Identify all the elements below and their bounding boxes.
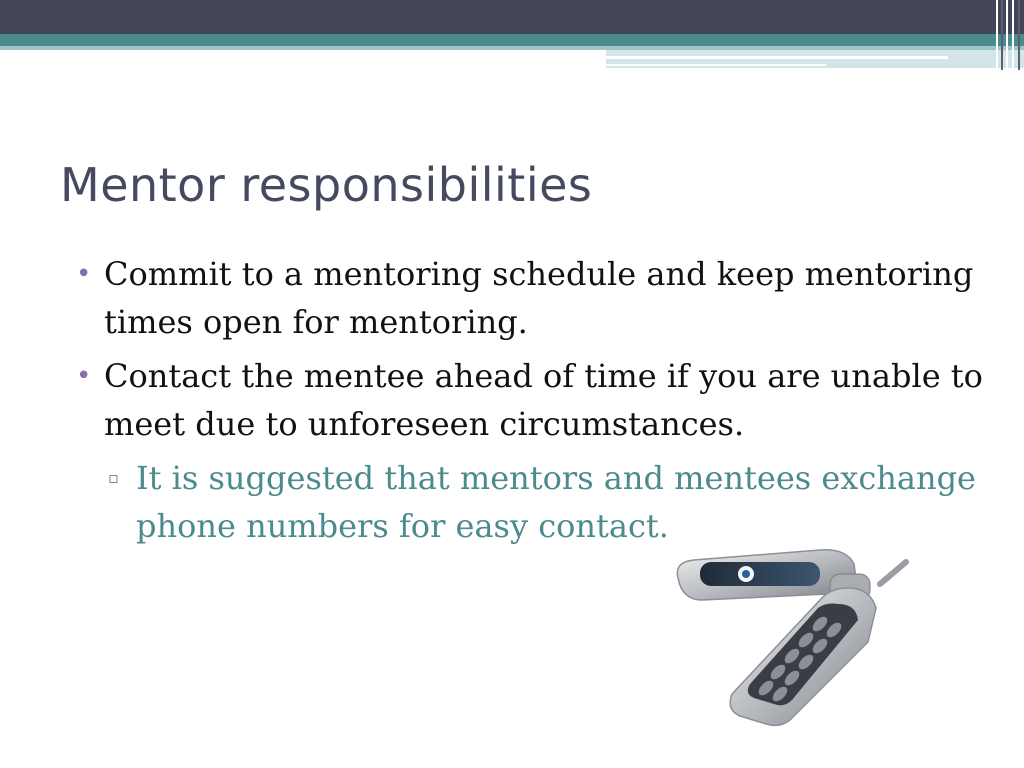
header-divider	[1012, 0, 1014, 70]
header-dark-band	[0, 0, 1024, 34]
bullet-marker: •	[76, 259, 92, 289]
header-teal-band	[0, 34, 1024, 46]
bullet-marker: •	[76, 361, 92, 391]
bullet-item	[72, 352, 1002, 448]
sub-bullet-item	[104, 454, 1002, 550]
slide-title: Mentor responsibilities	[60, 158, 593, 212]
flip-phone-icon	[670, 548, 920, 728]
header-divider	[996, 0, 998, 70]
header-accent-line	[606, 56, 948, 59]
sub-bullet-text: It is suggested that mentors and mentees exchange phone numbers for easy contact.	[136, 459, 976, 545]
header-accent-line	[606, 64, 826, 66]
header-divider	[1006, 0, 1008, 70]
sub-bullet-marker: ▫	[108, 468, 119, 487]
bullet-text: Commit to a mentoring schedule and keep mentoring times open for mentoring.	[104, 255, 974, 341]
header-divider	[1001, 0, 1003, 70]
slide-content	[72, 250, 1002, 550]
bullet-text: Contact the mentee ahead of time if you are unable to meet due to unforeseen circumstances.	[104, 357, 983, 443]
header-divider	[1018, 0, 1020, 70]
bullet-item	[72, 250, 1002, 346]
